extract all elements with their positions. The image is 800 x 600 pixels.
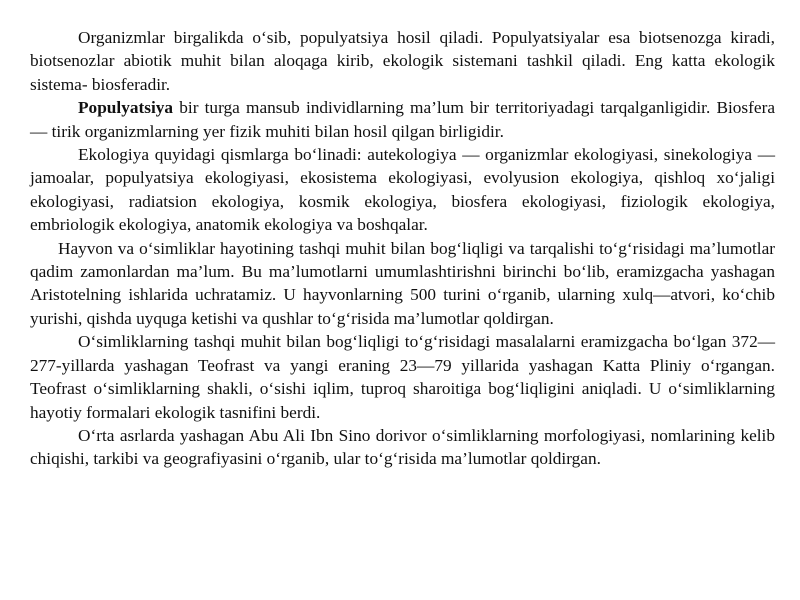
paragraph-2 (30, 96, 775, 143)
paragraph-6-text: O‘rta asrlarda yashagan Abu Ali Ibn Sino dorivor o‘simliklarning morfologiyasi, nomlarining kelib chiqishi, tarkibi va geografiyasini o‘rganib, ular to‘g‘risida ma’lumotlar qoldirgan. (30, 425, 775, 469)
paragraph-4 (30, 237, 775, 331)
paragraph-5 (30, 330, 775, 424)
paragraph-5-text: O‘simliklarning tashqi muhit bilan bog‘liqligi to‘g‘risidagi masalalarni eramizgacha bo‘lgan 372—277-yillarda yashagan Teofrast va yangi eraning 23—79 yillarida yashagan Katta Pliniy o‘rgangan. Teofrast o‘simliklarning shakli, o‘sishi iqlim, tuproq sharoitiga bog‘liqligini aniqladi. U o‘simliklarning hayotiy formalari ekologik tasnifini berdi. (30, 332, 775, 422)
paragraph-6 (30, 424, 775, 471)
document-page (30, 26, 775, 471)
paragraph-3-text: Ekologiya quyidagi qismlarga bo‘linadi: autekologiya — organizmlar ekologiyasi, sinekologiya —jamoalar, populyatsiya ekologiyasi, ekosistema ekologiyasi, evolyusion ekologiya, qishloq xo‘jaligi ekologiyasi, radiatsion ekologiya, kosmik ekologiya, biosfera ekologiyasi, fiziologik ekologiya, embriologik ekologiya, anatomik ekologiya va boshqalar. (30, 145, 775, 235)
paragraph-1-text: Organizmlar birgalikda o‘sib, populyatsiya hosil qiladi. Populyatsiyalar esa biotsenozga kiradi, biotsenozlar abiotik muhit bilan aloqaga kirib, ekologik sistemani tashkil qiladi. Eng katta ekologik sistema- biosferadir. (30, 28, 775, 94)
paragraph-1 (30, 26, 775, 96)
term-populyatsiya: Populyatsiya (78, 98, 174, 118)
paragraph-3 (30, 143, 775, 237)
paragraph-4-text: Hayvon va o‘simliklar hayotining tashqi muhit bilan bog‘liqligi va tarqalishi to‘g‘risidagi ma’lumotlar qadim zamonlardan ma’lum. Bu ma’lumotlarni umumlashtirishni birinchi bo‘lib, eramizgacha yashagan Aristotelning ishlarida uchratamiz. U hayvonlarning 500 turini o‘rganib, ularning xulq—atvori, ko‘chib yurishi, qishda uyquga ketishi va qushlar to‘g‘risida ma’lumotlar qoldirgan. (30, 238, 775, 328)
paragraph-2-text: bir turga mansub individlarning ma’lum bir territoriyadagi tarqalganligidir. Biosfera — tirik organizmlarning yer fizik muhiti bilan hosil qilgan birligidir. (30, 98, 775, 141)
